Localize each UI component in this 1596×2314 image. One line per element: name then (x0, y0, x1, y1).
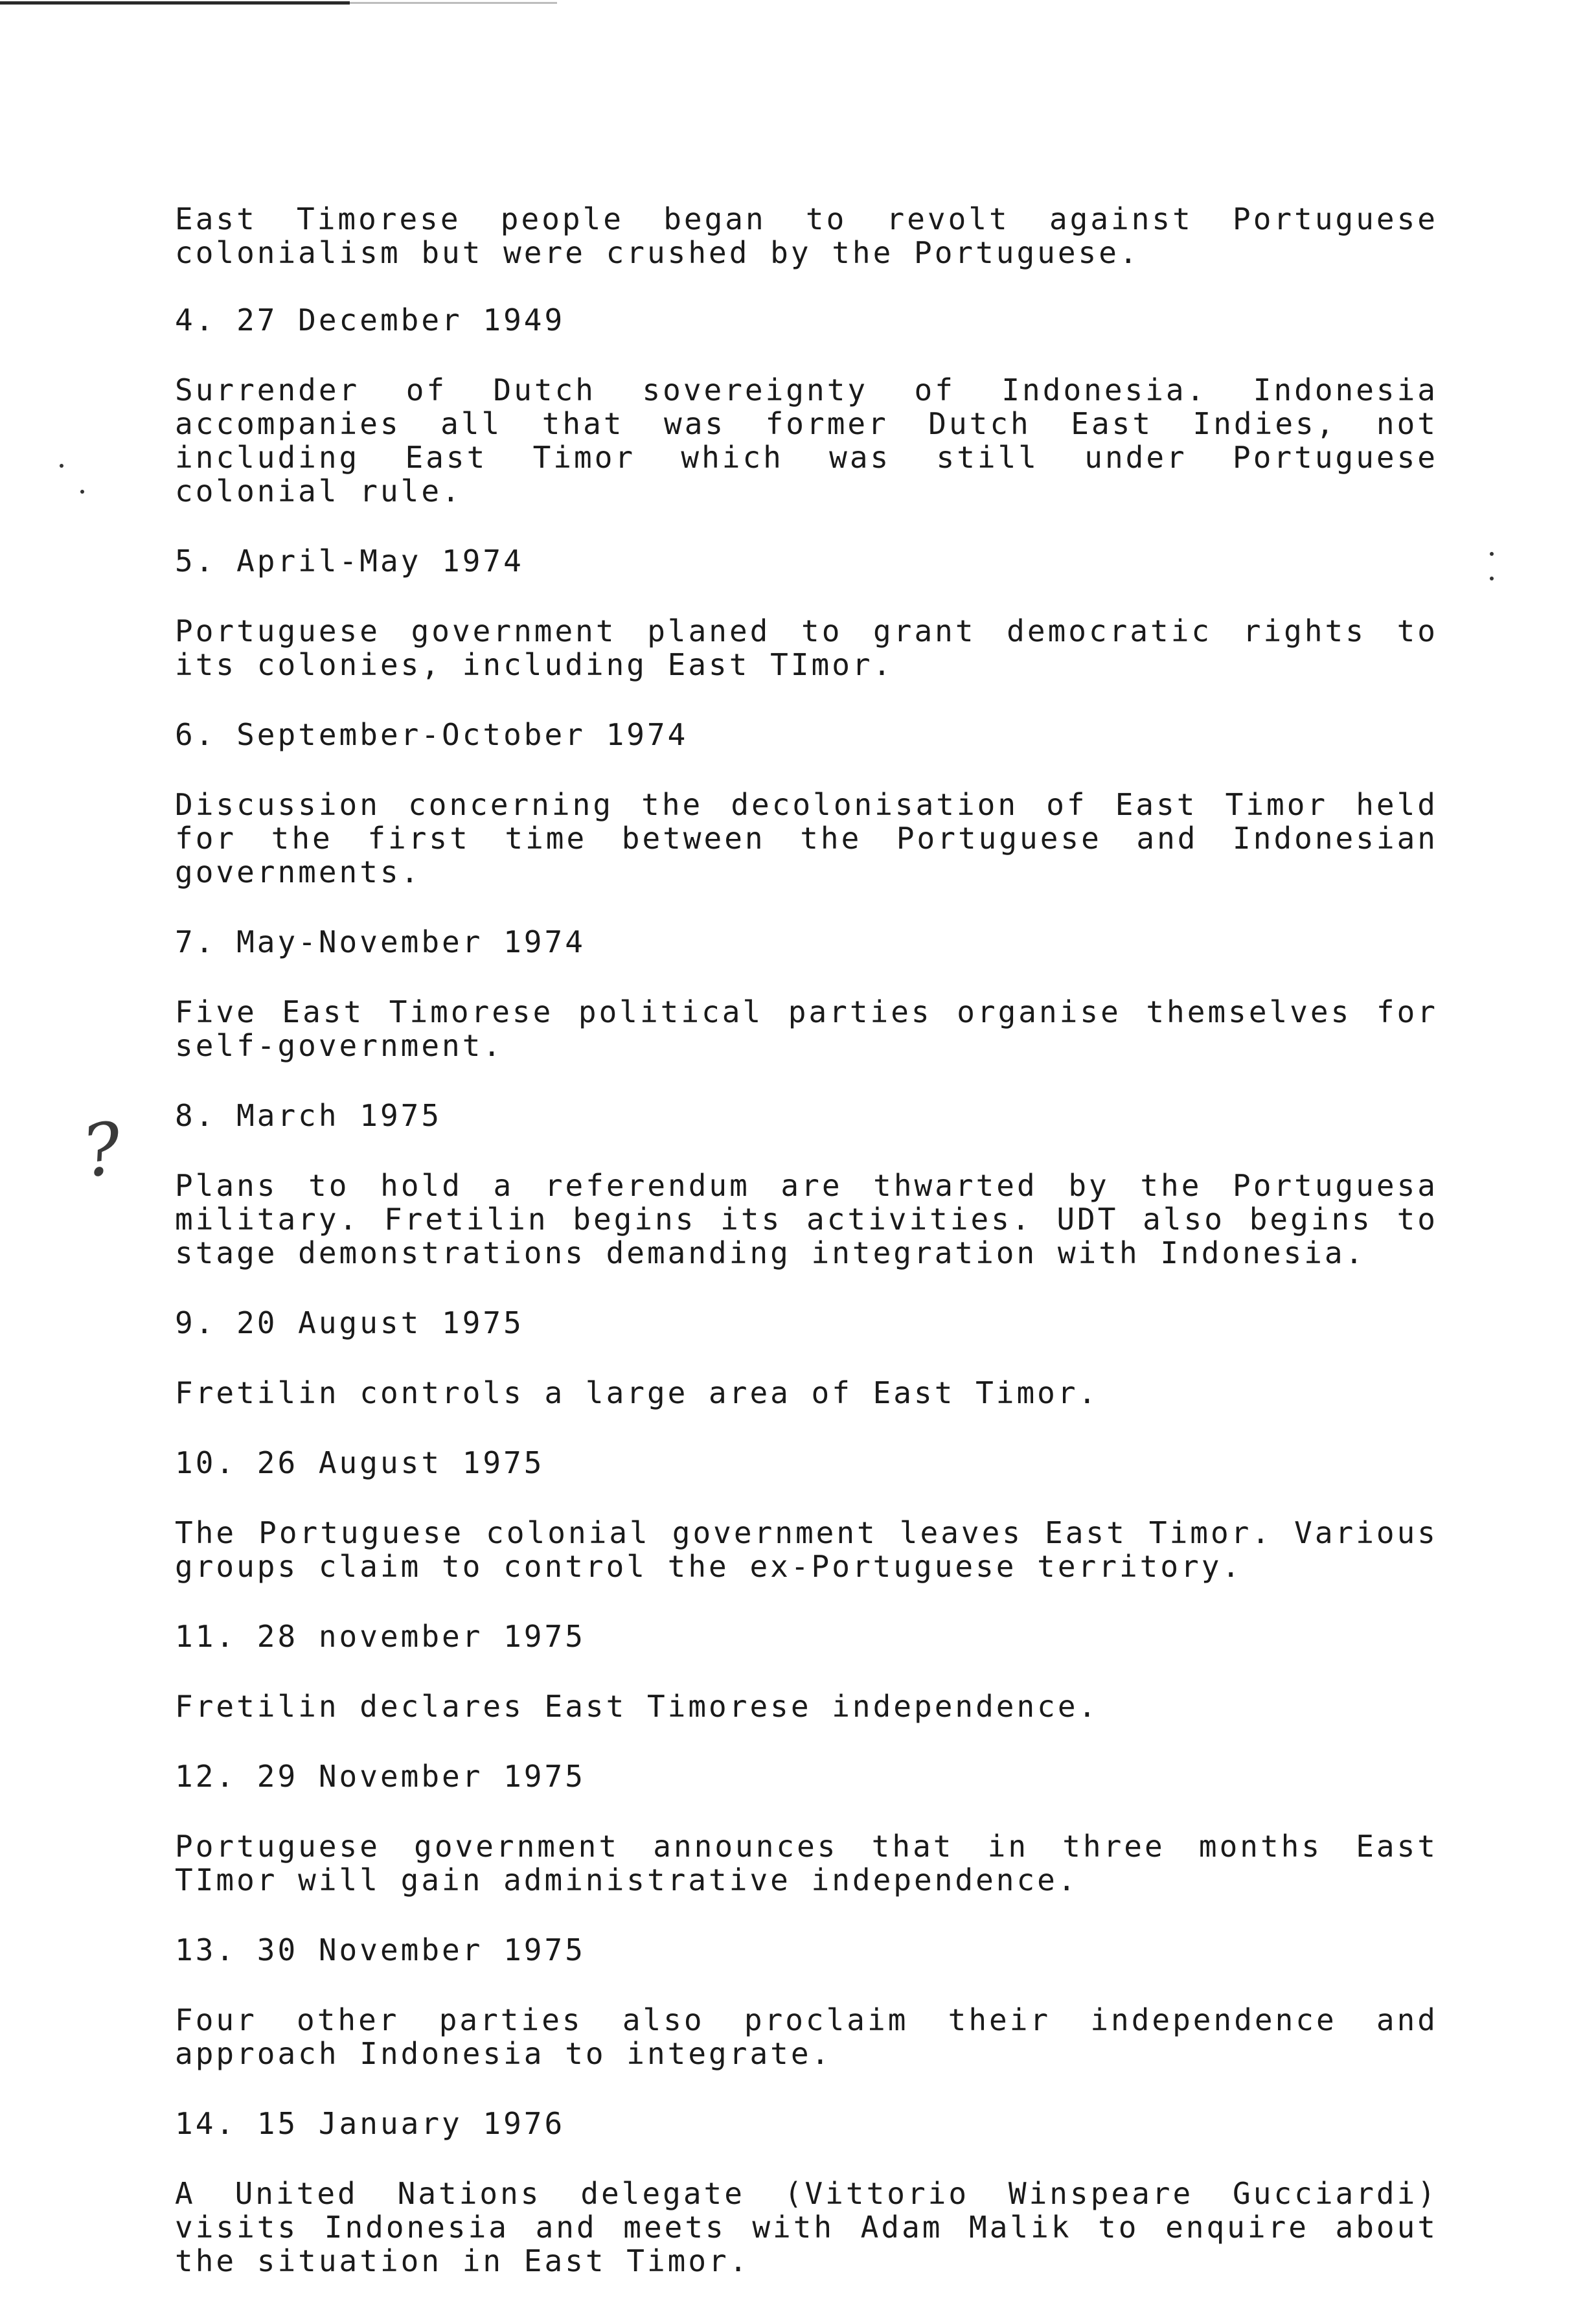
entry (175, 1099, 1438, 1270)
entry (175, 1620, 1438, 1723)
entry (175, 1759, 1438, 1897)
entry-body: Four other parties also proclaim their independence and approach Indonesia to integrate. (175, 2002, 1438, 2071)
entry (175, 2107, 1438, 2278)
entry-heading: 7. May-November 1974 (175, 924, 586, 959)
margin-dot (1490, 577, 1494, 580)
top-rule-faint (350, 2, 557, 4)
entry (175, 1446, 1438, 1583)
entry-body: Portuguese government planed to grant democratic rights to its colonies, including East TImor. (175, 613, 1438, 682)
entry-heading: 12. 29 November 1975 (175, 1759, 586, 1794)
entry-body: Surrender of Dutch sovereignty of Indonesia. Indonesia accompanies all that was former Dutch East Indies, not including East Timor which was still under Portuguese colonial rule. (175, 372, 1438, 509)
entry-body: A United Nations delegate (Vittorio Winspeare Gucciardi) visits Indonesia and meets with Adam Malik to enquire about the situation in East Timor. (175, 2176, 1438, 2278)
entry-body: The Portuguese colonial government leaves East Timor. Various groups claim to control the ex-Portuguese territory. (175, 1515, 1438, 1584)
entry (175, 544, 1438, 682)
entry-body: Five East Timorese political parties organise themselves for self-government. (175, 994, 1438, 1063)
entry-heading: 10. 26 August 1975 (175, 1445, 545, 1480)
margin-dot (80, 490, 84, 494)
margin-dot (60, 464, 63, 468)
entry (175, 1306, 1438, 1410)
entry-heading: 6. September-October 1974 (175, 717, 689, 752)
entry (175, 925, 1438, 1062)
document-body (175, 202, 1438, 2314)
entry (175, 1933, 1438, 2070)
entry-heading: 9. 20 August 1975 (175, 1305, 524, 1340)
entry (175, 718, 1438, 889)
entry-heading: 13. 30 November 1975 (175, 1932, 586, 1967)
entry-body: Portuguese government announces that in three months East TImor will gain administrative independence. (175, 1829, 1438, 1897)
entry-body: Fretilin controls a large area of East Timor. (175, 1375, 1099, 1410)
entry-heading: 14. 15 January 1976 (175, 2106, 565, 2141)
entry-heading: 11. 28 november 1975 (175, 1619, 586, 1654)
entry-body: Discussion concerning the decolonisation of East Timor held for the first time between the Portuguese and Indonesian governments. (175, 787, 1438, 889)
margin-dot (1490, 552, 1494, 556)
entry-heading: 4. 27 December 1949 (175, 303, 565, 338)
entry (175, 303, 1438, 508)
entry-body: Plans to hold a referendum are thwarted by the Portuguesa military. Fretilin begins its activities. UDT also begins to stage demonstrations demanding integration with Indonesia. (175, 1168, 1438, 1270)
intro-paragraph: East Timorese people began to revolt against Portuguese colonialism but were crushed by the Portuguese. (175, 201, 1438, 270)
entry-body: Fretilin declares East Timorese independence. (175, 1689, 1099, 1724)
entry-heading: 5. April-May 1974 (175, 544, 524, 578)
top-rule (0, 1, 350, 5)
handwritten-question-mark: ? (77, 1106, 127, 1194)
entry-heading: 8. March 1975 (175, 1098, 442, 1133)
